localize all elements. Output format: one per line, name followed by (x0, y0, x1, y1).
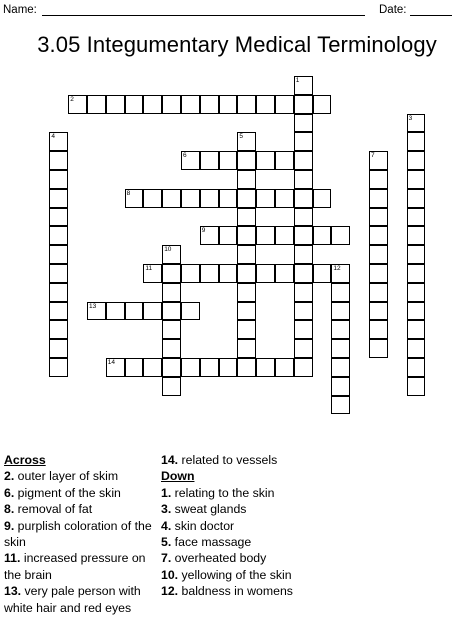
grid-cell[interactable] (369, 283, 388, 302)
grid-cell[interactable] (200, 95, 219, 114)
grid-cell[interactable] (313, 189, 332, 208)
clue-text: overheated body (171, 551, 267, 566)
grid-cell[interactable] (162, 245, 181, 264)
grid-cell[interactable] (49, 151, 68, 170)
grid-cell[interactable] (331, 320, 350, 339)
grid-cell[interactable] (162, 377, 181, 396)
grid-cell[interactable] (237, 170, 256, 189)
grid-cell[interactable] (294, 95, 313, 114)
grid-cell[interactable] (49, 208, 68, 227)
grid-cell[interactable] (331, 339, 350, 358)
grid-cell[interactable] (143, 264, 162, 283)
grid-cell[interactable] (407, 151, 426, 170)
across-clue (4, 501, 154, 517)
grid-cell[interactable] (331, 377, 350, 396)
clue-number: 7 (371, 152, 375, 160)
clue-number-label: 13. (4, 584, 22, 599)
grid-cell[interactable] (125, 302, 144, 321)
clue-number: 8 (126, 189, 131, 197)
down-clue (161, 567, 311, 583)
grid-cell[interactable] (49, 170, 68, 189)
grid-cell[interactable] (237, 339, 256, 358)
grid-cell[interactable] (237, 226, 256, 245)
grid-cell[interactable] (331, 358, 350, 377)
grid-cell[interactable] (237, 245, 256, 264)
grid-cell[interactable] (181, 264, 200, 283)
grid-cell[interactable] (162, 264, 181, 283)
grid-cell[interactable] (143, 189, 162, 208)
clue-number-label: 14. (161, 453, 179, 467)
grid-cell[interactable] (294, 170, 313, 189)
grid-cell[interactable] (256, 226, 275, 245)
grid-cell[interactable] (294, 245, 313, 264)
grid-cell[interactable] (407, 283, 426, 302)
grid-cell[interactable] (369, 302, 388, 321)
grid-cell[interactable] (369, 208, 388, 227)
grid-cell[interactable] (331, 396, 350, 415)
across-heading: Across (4, 453, 46, 467)
grid-cell[interactable] (331, 283, 350, 302)
clue-number-label: 10. (161, 567, 179, 582)
grid-cell[interactable] (162, 320, 181, 339)
grid-cell[interactable] (237, 189, 256, 208)
grid-cell[interactable] (256, 264, 275, 283)
grid-cell[interactable] (275, 226, 294, 245)
grid-cell[interactable] (369, 189, 388, 208)
grid-cell[interactable] (162, 283, 181, 302)
grid-cell[interactable] (200, 189, 219, 208)
grid-cell[interactable] (87, 302, 106, 321)
grid-cell[interactable] (369, 320, 388, 339)
grid-cell[interactable] (162, 339, 181, 358)
grid-cell[interactable] (219, 358, 238, 377)
grid-cell[interactable] (49, 339, 68, 358)
grid-cell[interactable] (275, 95, 294, 114)
grid-cell[interactable] (275, 151, 294, 170)
grid-cell[interactable] (181, 95, 200, 114)
grid-cell[interactable] (294, 208, 313, 227)
grid-cell[interactable] (407, 226, 426, 245)
grid-cell[interactable] (294, 189, 313, 208)
clue-number: 10 (164, 246, 172, 254)
down-clue (161, 583, 311, 599)
grid-cell[interactable] (143, 358, 162, 377)
grid-cell[interactable] (294, 283, 313, 302)
clue-number: 6 (183, 152, 187, 160)
grid-cell[interactable] (49, 245, 68, 264)
grid-cell[interactable] (407, 170, 426, 189)
grid-cell[interactable] (294, 302, 313, 321)
clues-left-column (4, 452, 154, 616)
grid-cell[interactable] (237, 151, 256, 170)
clue-text: increased pressure on the brain (4, 551, 146, 582)
grid-cell[interactable] (237, 358, 256, 377)
clue-number-label: 7. (161, 551, 172, 566)
down-clue (161, 550, 311, 566)
across-clue (4, 583, 154, 616)
clue-text: related to vessels (178, 453, 278, 467)
grid-cell[interactable] (407, 245, 426, 264)
grid-cell[interactable] (49, 264, 68, 283)
grid-cell[interactable] (331, 226, 350, 245)
clue-number-label: 4. (161, 518, 172, 533)
grid-cell[interactable] (407, 264, 426, 283)
clue-text: yellowing of the skin (178, 567, 292, 582)
clue-number: 12 (333, 265, 341, 272)
grid-cell[interactable] (106, 358, 125, 377)
clue-number: 5 (239, 133, 244, 141)
clue-text: sweat glands (171, 502, 247, 517)
grid-cell[interactable] (256, 151, 275, 170)
grid-cell[interactable] (294, 114, 313, 133)
down-clue (161, 485, 311, 501)
grid-cell[interactable] (237, 320, 256, 339)
clue-number: 9 (201, 227, 206, 235)
grid-cell[interactable] (294, 132, 313, 151)
grid-cell[interactable] (49, 132, 68, 151)
grid-cell[interactable] (200, 151, 219, 170)
clue-number-label: 1. (161, 485, 172, 500)
grid-cell[interactable] (256, 189, 275, 208)
grid-cell[interactable] (294, 320, 313, 339)
grid-cell[interactable] (49, 302, 68, 321)
clue-number-label: 9. (4, 518, 15, 533)
grid-cell[interactable] (294, 264, 313, 283)
grid-cell[interactable] (313, 95, 332, 114)
grid-cell[interactable] (407, 358, 426, 377)
across-clue (4, 468, 154, 484)
grid-cell[interactable] (200, 264, 219, 283)
clue-number: 4 (51, 133, 56, 141)
clue-text: skin doctor (171, 518, 235, 533)
grid-cell[interactable] (407, 132, 426, 151)
clue-text: face massage (171, 535, 252, 550)
grid-cell[interactable] (219, 189, 238, 208)
grid-cell[interactable] (294, 358, 313, 377)
name-label: Name: (3, 4, 37, 16)
across-clue (161, 452, 311, 468)
grid-cell[interactable] (49, 320, 68, 339)
grid-cell[interactable] (294, 226, 313, 245)
clue-number: 2 (70, 95, 74, 103)
across-clue (4, 518, 154, 551)
grid-cell[interactable] (237, 264, 256, 283)
across-clue-list (4, 468, 154, 616)
clue-number-label: 12. (161, 584, 179, 599)
grid-cell[interactable] (49, 189, 68, 208)
clue-number-label: 6. (4, 485, 15, 500)
clues-right-column (161, 452, 311, 600)
down-clue-list (161, 485, 311, 600)
date-label: Date: (379, 4, 407, 16)
grid-cell[interactable] (331, 302, 350, 321)
grid-cell[interactable] (407, 302, 426, 321)
grid-cell[interactable] (294, 151, 313, 170)
clue-number-label: 8. (4, 502, 15, 517)
grid-cell[interactable] (106, 95, 125, 114)
grid-cell[interactable] (331, 264, 350, 283)
grid-cell[interactable] (87, 95, 106, 114)
down-clue (161, 501, 311, 517)
clue-number: 11 (145, 265, 153, 272)
clue-number-label: 11. (4, 551, 21, 566)
grid-cell[interactable] (237, 283, 256, 302)
grid-cell[interactable] (313, 264, 332, 283)
clue-text: outer layer of skim (14, 469, 119, 484)
grid-cell[interactable] (294, 339, 313, 358)
grid-cell[interactable] (369, 339, 388, 358)
grid-cell[interactable] (125, 358, 144, 377)
across-clue (4, 485, 154, 501)
grid-cell[interactable] (49, 283, 68, 302)
grid-cell[interactable] (369, 170, 388, 189)
grid-cell[interactable] (369, 245, 388, 264)
grid-cell[interactable] (219, 226, 238, 245)
grid-cell[interactable] (407, 377, 426, 396)
grid-cell[interactable] (219, 95, 238, 114)
clue-text: purplish coloration of the skin (4, 518, 152, 550)
grid-cell[interactable] (181, 189, 200, 208)
grid-cell[interactable] (49, 358, 68, 377)
grid-cell[interactable] (49, 226, 68, 245)
clue-text: relating to the skin (171, 485, 275, 500)
grid-cell[interactable] (125, 95, 144, 114)
grid-cell[interactable] (162, 302, 181, 321)
down-heading: Down (161, 469, 195, 484)
clue-number: 3 (408, 114, 413, 122)
grid-cell[interactable] (162, 358, 181, 377)
clue-number: 1 (295, 77, 300, 84)
grid-cell[interactable] (200, 358, 219, 377)
grid-cell[interactable] (162, 189, 181, 208)
grid-cell[interactable] (407, 320, 426, 339)
down-clue (161, 534, 311, 550)
grid-cell[interactable] (162, 95, 181, 114)
grid-cell[interactable] (200, 226, 219, 245)
grid-cell[interactable] (275, 189, 294, 208)
grid-cell[interactable] (237, 132, 256, 151)
clue-text: pigment of the skin (14, 485, 121, 500)
grid-cell[interactable] (237, 208, 256, 227)
grid-cell[interactable] (181, 151, 200, 170)
clue-number-label: 2. (4, 469, 15, 484)
grid-cell[interactable] (106, 302, 125, 321)
clue-number-label: 5. (161, 535, 172, 550)
grid-cell[interactable] (143, 302, 162, 321)
grid-cell[interactable] (369, 226, 388, 245)
grid-cell[interactable] (125, 189, 144, 208)
grid-cell[interactable] (407, 189, 426, 208)
clue-number: 13 (89, 302, 97, 310)
down-clue (161, 518, 311, 534)
grid-cell[interactable] (219, 151, 238, 170)
clue-text: baldness in womens (178, 584, 293, 599)
grid-cell[interactable] (369, 264, 388, 283)
grid-cell[interactable] (143, 95, 162, 114)
grid-cell[interactable] (256, 358, 275, 377)
grid-cell[interactable] (237, 302, 256, 321)
grid-cell[interactable] (294, 76, 313, 95)
grid-cell[interactable] (407, 114, 426, 133)
clue-number: 14 (107, 359, 116, 366)
grid-cell[interactable] (275, 264, 294, 283)
grid-cell[interactable] (369, 151, 388, 170)
grid-cell[interactable] (237, 95, 256, 114)
grid-cell[interactable] (275, 358, 294, 377)
grid-cell[interactable] (219, 264, 238, 283)
grid-cell[interactable] (407, 208, 426, 227)
clue-text: removal of fat (14, 502, 93, 517)
grid-cell[interactable] (313, 226, 332, 245)
across-clue-list-continued (161, 452, 311, 468)
across-clue (4, 550, 154, 583)
clue-text: very pale person with white hair and red eyes (4, 584, 141, 615)
grid-cell[interactable] (181, 358, 200, 377)
grid-cell[interactable] (407, 339, 426, 358)
grid-cell[interactable] (181, 302, 200, 321)
grid-cell[interactable] (256, 95, 275, 114)
grid-cell[interactable] (68, 95, 87, 114)
clue-number-label: 3. (161, 502, 172, 517)
page-title: 3.05 Integumentary Medical Terminology (37, 32, 437, 57)
